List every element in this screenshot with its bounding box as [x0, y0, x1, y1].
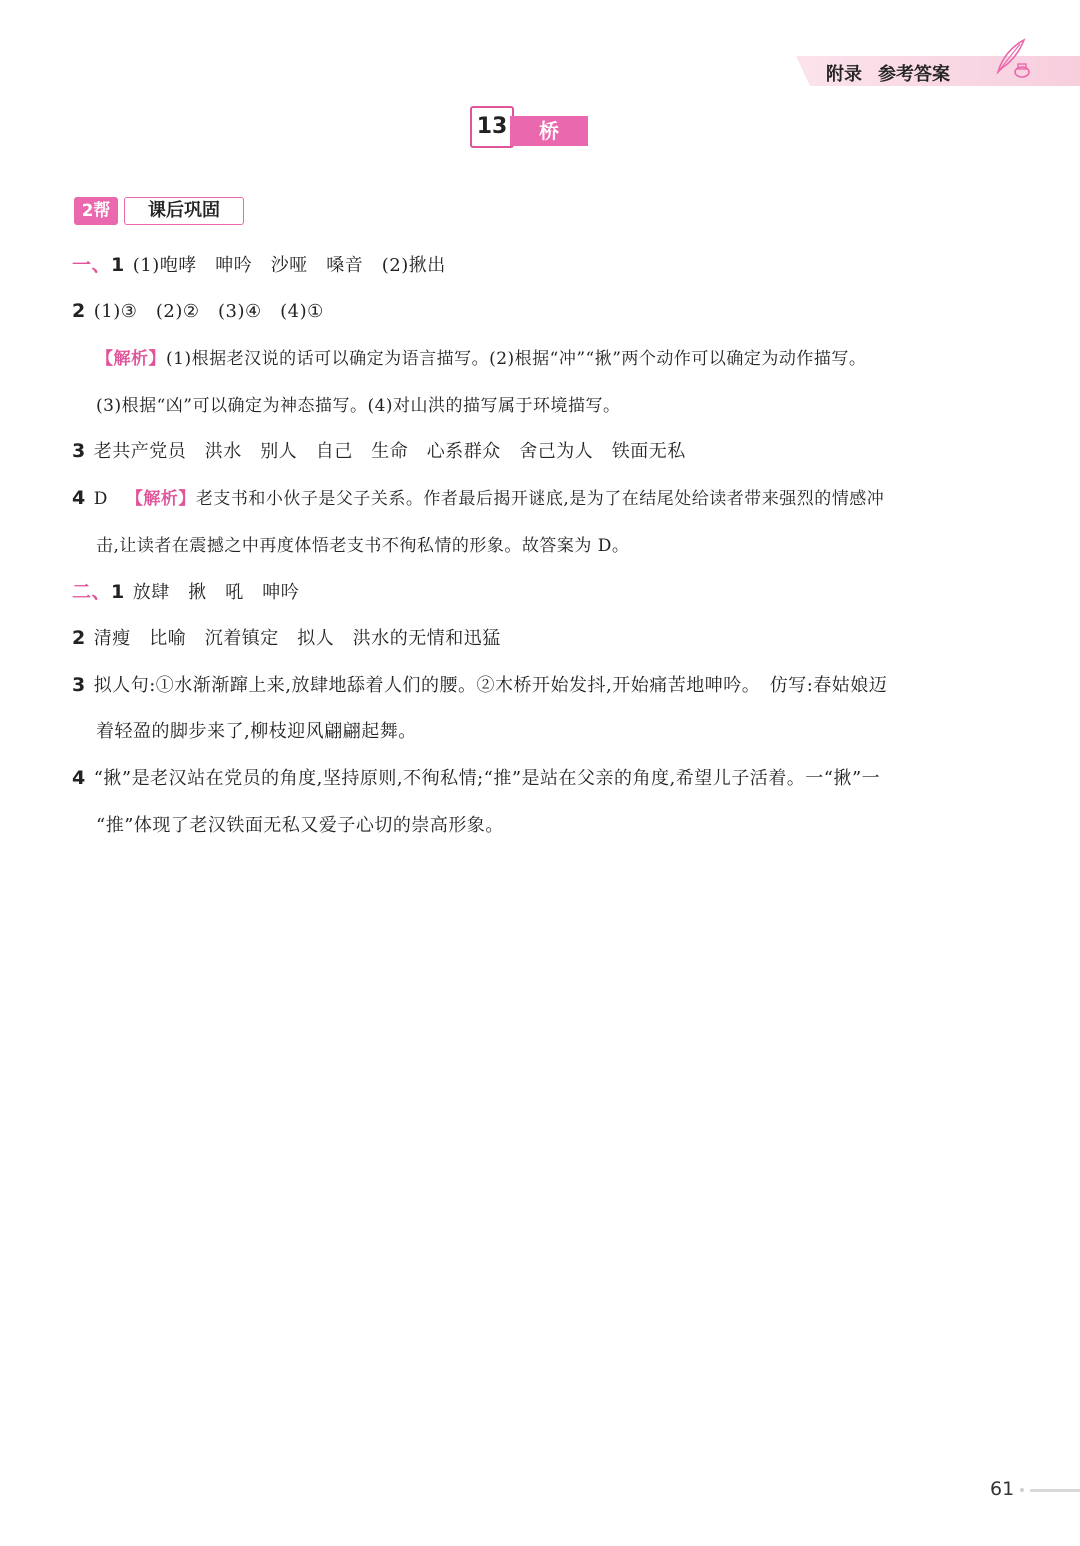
analysis-tag: 【解析】 [125, 489, 196, 509]
header-answers: 参考答案 [878, 64, 950, 85]
answer-choice: D [93, 489, 108, 509]
question-number: 1 [111, 581, 125, 603]
question-number: 2 [72, 627, 86, 649]
answer-line [72, 577, 299, 604]
question-number: 4 [72, 767, 86, 789]
question-number: 2 [72, 300, 86, 322]
page-number: 61 [990, 1478, 1015, 1500]
answer-line [96, 811, 504, 837]
analysis-line [96, 531, 629, 556]
analysis-line [96, 391, 621, 416]
question-number: 1 [111, 254, 125, 276]
answer-text: 放肆 揪 吼 呻吟 [132, 582, 300, 603]
answer-text: (1)咆哮 呻吟 沙哑 嗓音 (2)揪出 [132, 255, 446, 276]
header-title [826, 60, 950, 86]
answer-line [72, 484, 884, 509]
question-number: 4 [72, 487, 86, 509]
answer-line [72, 297, 324, 323]
page-dot [1020, 1488, 1024, 1492]
analysis-text: 老支书和小伙子是父子关系。作者最后揭开谜底,是为了在结尾处给读者带来强烈的情感冲 [195, 489, 885, 509]
analysis-line [96, 344, 866, 369]
lesson-title: 桥 [510, 116, 588, 146]
analysis-text: (1)根据老汉说的话可以确定为语言描写。(2)根据“冲”“揪”两个动作可以确定为动作描写。 [166, 349, 867, 369]
answer-line [72, 250, 446, 277]
part-marker: 二、 [72, 581, 112, 603]
section-tag-title: 课后巩固 [124, 197, 244, 225]
answer-text: 老共产党员 洪水 别人 自己 生命 心系群众 舍己为人 铁面无私 [93, 441, 686, 462]
answer-text: 拟人句:①水渐渐蹿上来,放肆地舔着人们的腰。②木桥开始发抖,开始痛苦地呻吟。 仿写:春姑娘迈 [93, 675, 888, 696]
answer-line [72, 671, 887, 697]
header-appendix: 附录 [826, 64, 862, 85]
answer-text: 清瘦 比喻 沉着镇定 拟人 洪水的无情和迅猛 [93, 628, 501, 649]
answer-line [72, 764, 880, 790]
page-rule [1030, 1489, 1080, 1492]
answer-text: (1)③ (2)② (3)④ (4)① [93, 301, 324, 322]
answer-line [72, 437, 686, 463]
section-tag-label: 2帮 [74, 197, 118, 225]
lesson-number: 13 [470, 106, 514, 148]
answer-text: “推”体现了老汉铁面无私又爱子心切的崇高形象。 [96, 815, 504, 836]
analysis-tag: 【解析】 [96, 349, 166, 369]
part-marker: 一、 [72, 254, 112, 276]
analysis-text: 击,让读者在震撼之中再度体悟老支书不徇私情的形象。故答案为 D。 [96, 536, 630, 556]
answer-line [72, 624, 501, 650]
analysis-text: (3)根据“凶”可以确定为神态描写。(4)对山洪的描写属于环境描写。 [96, 396, 621, 416]
feather-inkwell-icon [990, 36, 1034, 80]
answer-line [96, 717, 417, 743]
question-number: 3 [72, 440, 86, 462]
question-number: 3 [72, 674, 86, 696]
answer-text: 着轻盈的脚步来了,柳枝迎风翩翩起舞。 [96, 721, 417, 742]
answer-text: “揪”是老汉站在党员的角度,坚持原则,不徇私情;“推”是站在父亲的角度,希望儿子活着。一“揪”一 [93, 768, 881, 789]
